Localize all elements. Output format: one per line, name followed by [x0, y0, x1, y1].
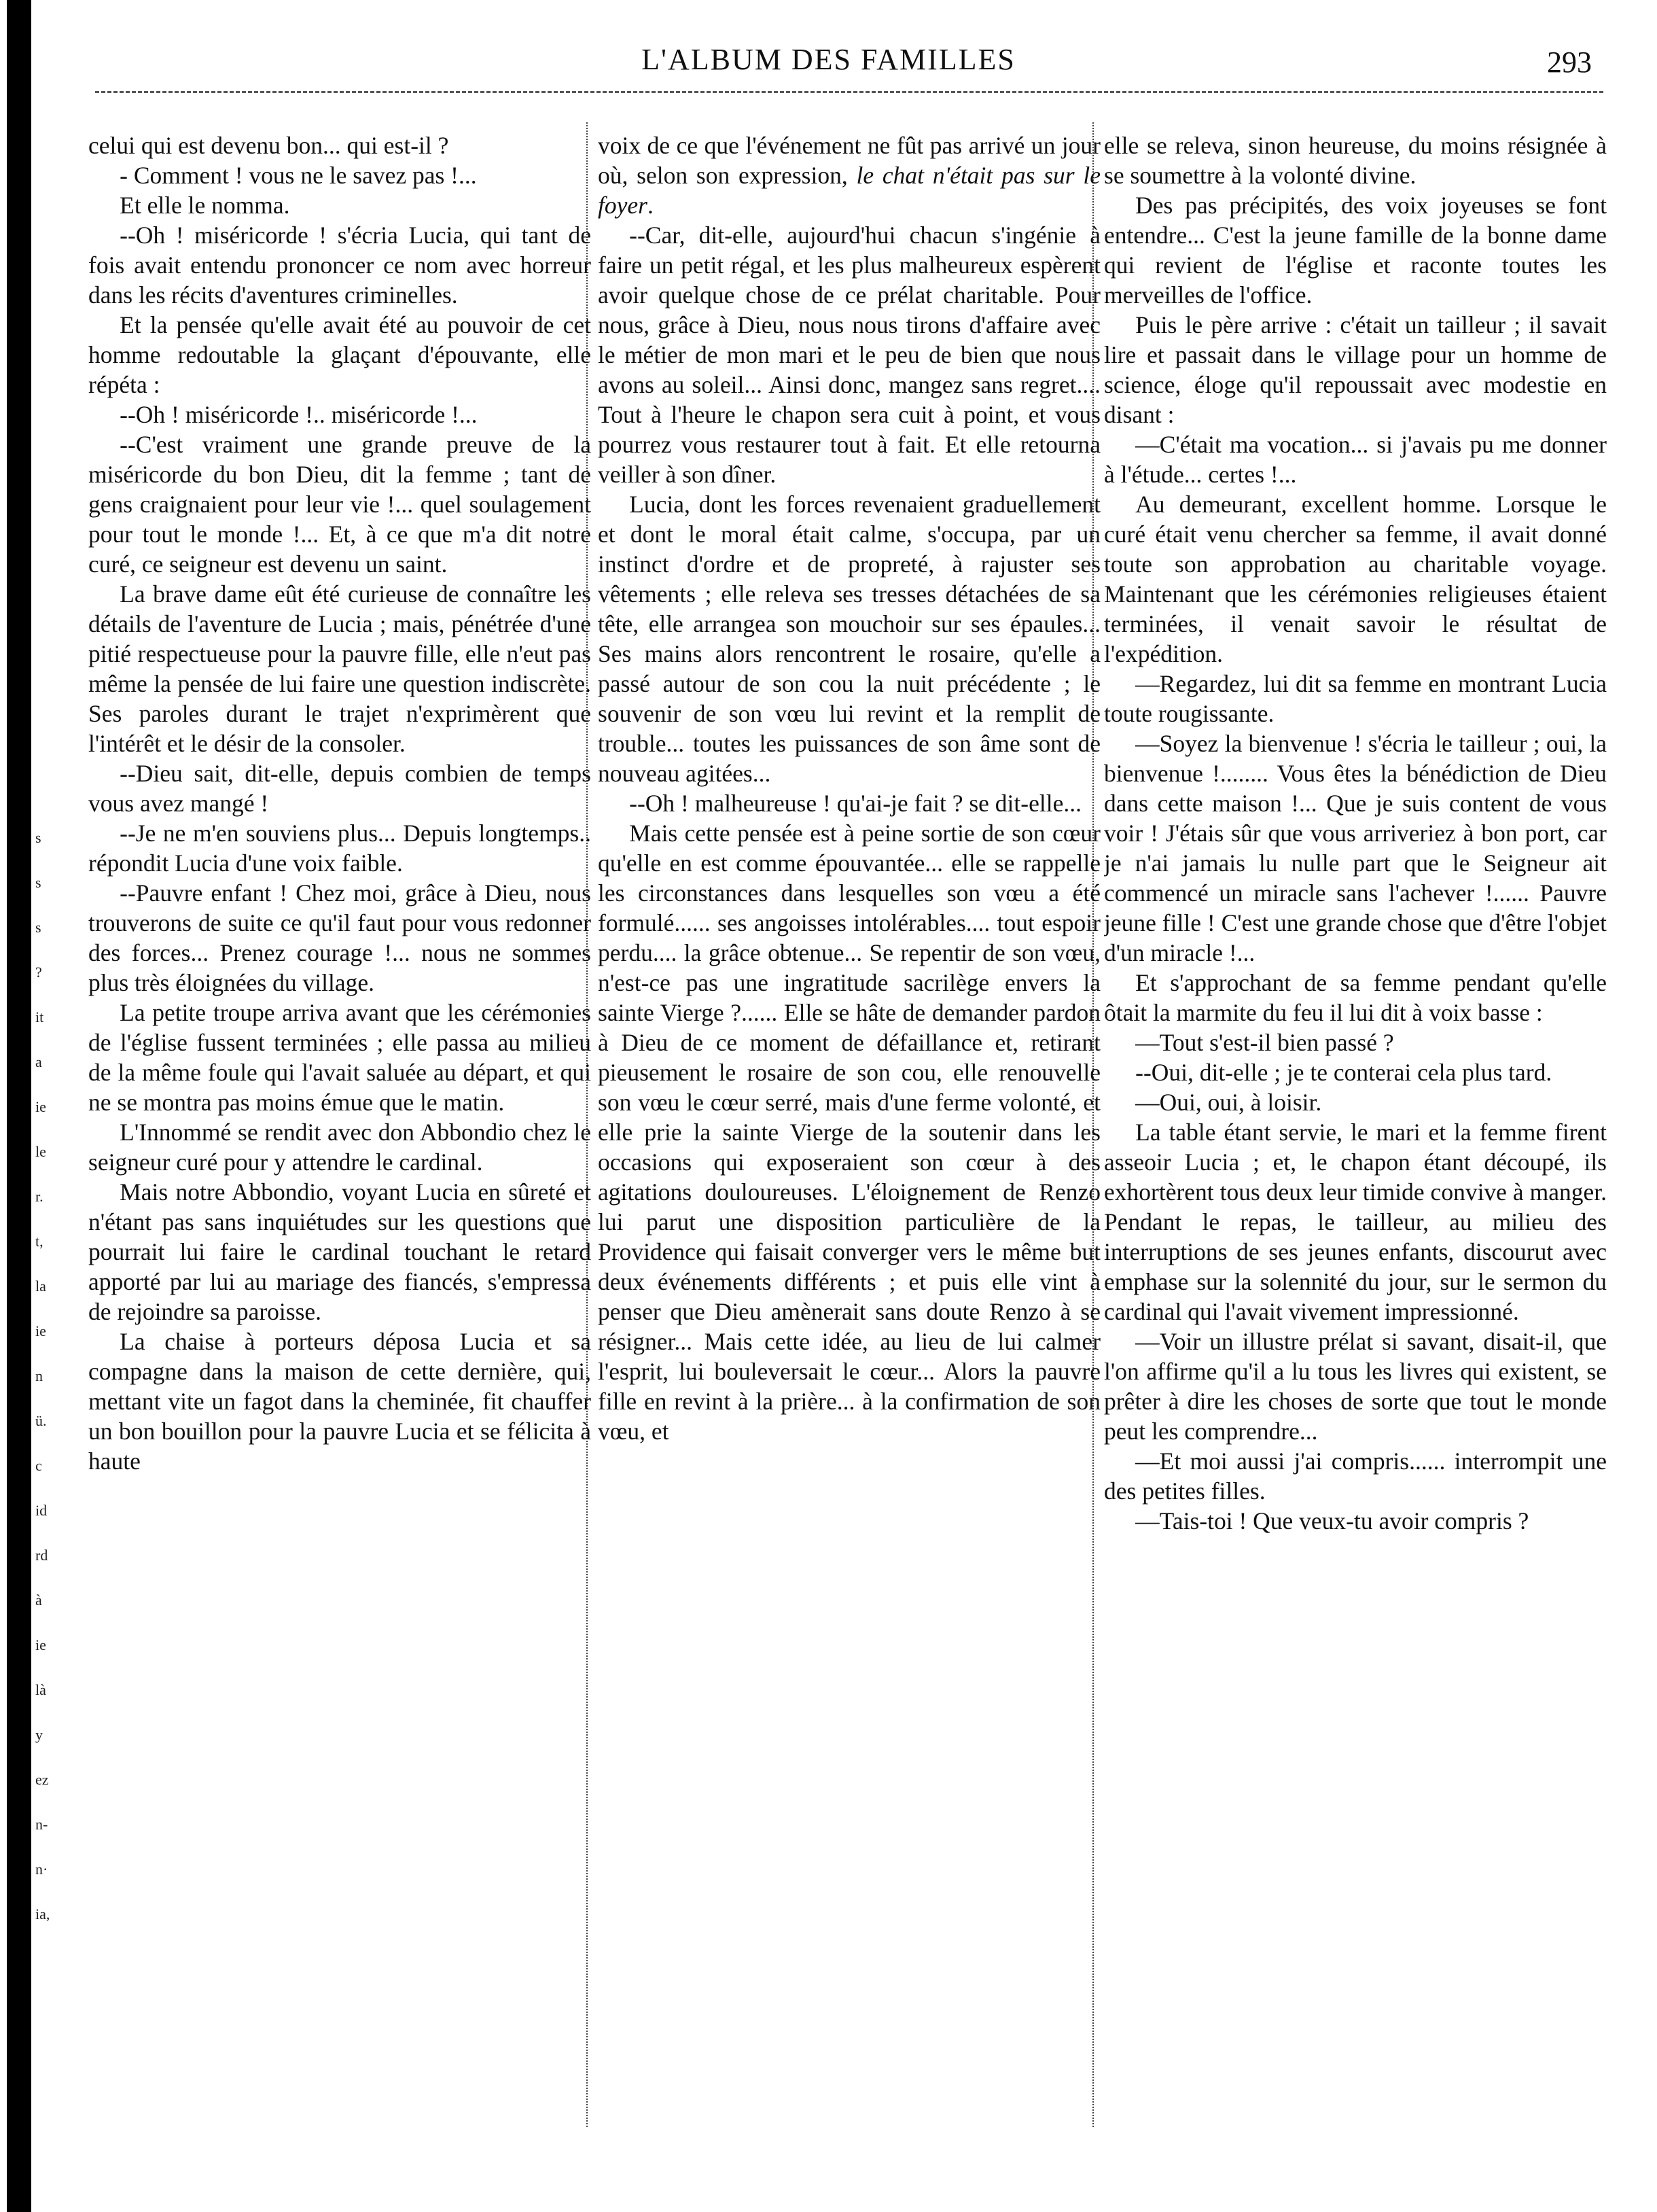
paragraph	[1104, 728, 1607, 968]
paragraph-text: Au demeurant, excellent homme. Lorsque le curé était venu chercher sa femme, il avait donné toute son approbation au charitable voyage. Maintenant que les cérémonies religieuses étaient terminées, il venait savoir le résultat de l'expédition.	[1104, 491, 1607, 667]
paragraph-text: L'Innommé se rendit avec don Abbondio chez le seigneur curé pour y attendre le cardinal.	[88, 1119, 591, 1176]
paragraph	[88, 190, 591, 220]
paragraph-text: --Oh ! miséricorde !.. miséricorde !...	[120, 401, 478, 428]
paragraph-text: --Je ne m'en souviens plus... Depuis longtemps.. répondit Lucia d'une voix faible.	[88, 820, 591, 877]
paragraph	[1104, 1506, 1607, 1536]
paragraph	[1104, 489, 1607, 669]
paragraph	[1104, 1028, 1607, 1057]
paragraph	[598, 489, 1101, 788]
paragraph	[1104, 429, 1607, 489]
paragraph	[598, 818, 1101, 1446]
paragraph	[1104, 190, 1607, 310]
paragraph	[1104, 1087, 1607, 1117]
paragraph-text: --Car, dit-elle, aujourd'hui chacun s'ingénie à faire un petit régal, et les plus malheureux espèrent avoir quelque chose de ce prélat charitable. Pour nous, grâce à Dieu, nous nous tirons d'affaire avec le métier de mon mari et le peu de bien que nous avons au soleil... Ainsi donc, mangez sans regret.... Tout à l'heure le chapon sera cuit à point, et vous pourrez vous restaurer tout à fait. Et elle retourna veiller à son dîner.	[598, 222, 1101, 488]
paragraph	[1104, 1117, 1607, 1327]
paragraph	[88, 400, 591, 429]
paragraph	[1104, 1327, 1607, 1446]
running-title: L'ALBUM DES FAMILLES	[641, 43, 1016, 76]
paragraph	[1104, 130, 1607, 190]
paragraph	[1104, 1446, 1607, 1506]
paragraph-text: —Soyez la bienvenue ! s'écria le tailleur ; oui, la bienvenue !........ Vous êtes la bénédiction de Dieu dans cette maison !... Que je suis content de vous voir ! J'étais sûr que vous arriveriez à bon port, car je n'ai jamais lu nulle part que le Seigneur ait commencé un miracle sans l'achever !...... Pauvre jeune fille ! C'est une grande chose que d'être l'objet d'un miracle !...	[1104, 730, 1607, 966]
paragraph-text: Mais cette pensée est à peine sortie de son cœur qu'elle en est comme épouvantée... elle se rappelle les circonstances dans lesquelles son vœu a été formulé...... ses angoisses intolérables.... tout espoir perdu.... la grâce obtenue... Se repentir de son vœu, n'est-ce pas une ingratitude sacrilège envers la sainte Vierge ?...... Elle se hâte de demander pardon à Dieu de ce moment de défaillance et, retirant pieusement le rosaire de son cou, elle renouvelle son vœu le cœur serré, mais d'une ferme volonté, et elle prie la sainte Vierge de la soutenir dans les occasions qui exposeraient son cœur à des agitations douloureuses. L'éloignement de Renzo lui parut une disposition particulière de la Providence qui faisait converger vers le même but deux événements différents ; et puis elle vint à penser que Dieu amènerait sans doute Renzo à se résigner... Mais cette idée, au lieu de lui calmer l'esprit, lui bouleversait le cœur... Alors la pauvre fille en revint à la prière... à la confirmation de son vœu, et	[598, 820, 1101, 1445]
paragraph-text: La chaise à porteurs déposa Lucia et sa compagne dans la maison de cette dernière, qui, mettant vite un fagot dans la cheminée, fit chauffer un bon bouillon pour la pauvre Lucia et se félicita à haute	[88, 1328, 591, 1475]
paragraph-text: —Voir un illustre prélat si savant, disait-il, que l'on affirme qu'il a lu tous les livres qui existent, se prêter à dire les choses de sorte que tout le monde peut les comprendre...	[1104, 1328, 1607, 1445]
page-binding-edge	[7, 0, 31, 2212]
paragraph	[1104, 310, 1607, 429]
paragraph-text: Des pas précipités, des voix joyeuses se font entendre... C'est la jeune famille de la bonne dame qui revient de l'église et raconte toutes les merveilles de l'office.	[1104, 192, 1607, 309]
paragraph-text: Lucia, dont les forces revenaient graduellement et dont le moral était calme, s'occupa, par un instinct d'ordre et de propreté, à rajuster ses vêtements ; elle releva ses tresses détachées de sa tête, elle arrangea son mouchoir sur ses épaules... Ses mains alors rencontrent le rosaire, qu'elle a passé autour de son cou la nuit précédente ; le souvenir de son vœu lui revint et la remplit de trouble... toutes les puissances de son âme sont de nouveau agitées...	[598, 491, 1101, 787]
header-rule	[95, 91, 1603, 93]
paragraph	[88, 1177, 591, 1327]
paragraph-text: Et la pensée qu'elle avait été au pouvoir de cet homme redoutable la glaçant d'épouvante, elle répéta :	[88, 311, 591, 398]
paragraph	[88, 429, 591, 579]
paragraph-text: celui qui est devenu bon... qui est-il ?	[88, 132, 449, 159]
paragraph-text: —Oui, oui, à loisir.	[1135, 1089, 1322, 1116]
paragraph-text: voix de ce que l'événement ne fût pas arrivé un jour où, selon son expression,	[598, 132, 1101, 189]
paragraph	[598, 130, 1101, 220]
paragraph	[1104, 1057, 1607, 1087]
paragraph-text: —Tais-toi ! Que veux-tu avoir compris ?	[1135, 1507, 1529, 1534]
paragraph-text: - Comment ! vous ne le savez pas !...	[120, 162, 477, 189]
paragraph	[88, 998, 591, 1117]
paragraph-text: Et elle le nomma.	[120, 192, 290, 219]
paragraph	[88, 1117, 591, 1177]
margin-bleed-through-text: s s s ? it a ie le r. t, la ie n ü. c id rd à ie là y ez n- n· ia,	[35, 829, 50, 1923]
paragraph-text: —Regardez, lui dit sa femme en montrant Lucia toute rougissante.	[1104, 670, 1607, 727]
paragraph-text: --Oh ! malheureuse ! qu'ai-je fait ? se dit-elle...	[629, 790, 1082, 817]
paragraph-text: —Tout s'est-il bien passé ?	[1135, 1029, 1394, 1056]
paragraph-text: La brave dame eût été curieuse de connaître les détails de l'aventure de Lucia ; mais, pénétrée d'une pitié respectueuse pour la pauvre fille, elle n'eut pas même la pensée de lui faire une question indiscrète. Ses paroles durant le trajet n'exprimèrent que l'intérêt et le désir de la consoler.	[88, 580, 591, 757]
paragraph	[88, 220, 591, 310]
paragraph	[88, 878, 591, 998]
paragraph-text: La table étant servie, le mari et la femme firent asseoir Lucia ; et, le chapon étant découpé, ils exhortèrent tous deux leur timide convive à manger. Pendant le repas, le tailleur, au milieu des interruptions de ses jeunes enfants, discourut avec emphase sur la solennité du jour, sur le sermon du cardinal qui l'avait vivement impressionné.	[1104, 1119, 1607, 1325]
paragraph-text: La petite troupe arriva avant que les cérémonies de l'église fussent terminées ; elle passa au milieu de la même foule qui l'avait saluée au départ, et qui ne se montra pas moins émue que le matin.	[88, 999, 591, 1116]
paragraph	[598, 220, 1101, 489]
paragraph-text-tail: .	[647, 192, 654, 219]
paragraph-text: Puis le père arrive : c'était un tailleur ; il savait lire et passait dans le village pour un homme de science, éloge qu'il repoussait avec modestie en disant :	[1104, 311, 1607, 428]
paragraph	[88, 758, 591, 818]
paragraph-text: --Pauvre enfant ! Chez moi, grâce à Dieu, nous trouverons de suite ce qu'il faut pour vous redonner des forces... Prenez courage !... nous ne sommes plus très éloignées du village.	[88, 879, 591, 996]
paragraph-text: --C'est vraiment une grande preuve de la miséricorde du bon Dieu, dit la femme ; tant de gens craignaient pour leur vie !... quel soulagement pour tout le monde !... Et, à ce que m'a dit notre curé, ce seigneur est devenu un saint.	[88, 431, 591, 578]
paragraph-text: Et s'approchant de sa femme pendant qu'elle ôtait la marmite du feu il lui dit à voix basse :	[1104, 969, 1607, 1026]
text-column-middle	[598, 130, 1101, 2183]
paragraph-text: —Et moi aussi j'ai compris...... interrompit une des petites filles.	[1104, 1447, 1607, 1505]
paragraph-text: Mais notre Abbondio, voyant Lucia en sûreté et n'étant pas sans inquiétudes sur les questions que pourrait lui faire le cardinal touchant le retard apporté par lui au mariage des fiancés, s'empressa de rejoindre sa paroisse.	[88, 1178, 591, 1325]
paragraph	[88, 130, 591, 160]
paragraph	[88, 310, 591, 400]
paragraph-text: --Oui, dit-elle ; je te conterai cela plus tard.	[1135, 1059, 1552, 1086]
paragraph-text: —C'était ma vocation... si j'avais pu me donner à l'étude... certes !...	[1104, 431, 1607, 488]
text-column-left	[88, 130, 591, 2183]
italic-expression: le chat n'était pas sur le foyer	[598, 162, 1101, 219]
paragraph-text: elle se releva, sinon heureuse, du moins résignée à se soumettre à la volonté divine.	[1104, 132, 1607, 189]
paragraph	[1104, 968, 1607, 1028]
paragraph	[88, 1327, 591, 1476]
paragraph	[1104, 669, 1607, 728]
page-number: 293	[1547, 46, 1592, 79]
paragraph	[88, 160, 591, 190]
text-column-right	[1104, 130, 1607, 2183]
paragraph	[598, 788, 1101, 818]
paragraph	[88, 818, 591, 878]
paragraph-text: --Dieu sait, dit-elle, depuis combien de temps vous avez mangé !	[88, 760, 591, 817]
paragraph	[88, 579, 591, 758]
paragraph-text: --Oh ! miséricorde ! s'écria Lucia, qui tant de fois avait entendu prononcer ce nom avec horreur dans les récits d'aventures criminelles.	[88, 222, 591, 309]
